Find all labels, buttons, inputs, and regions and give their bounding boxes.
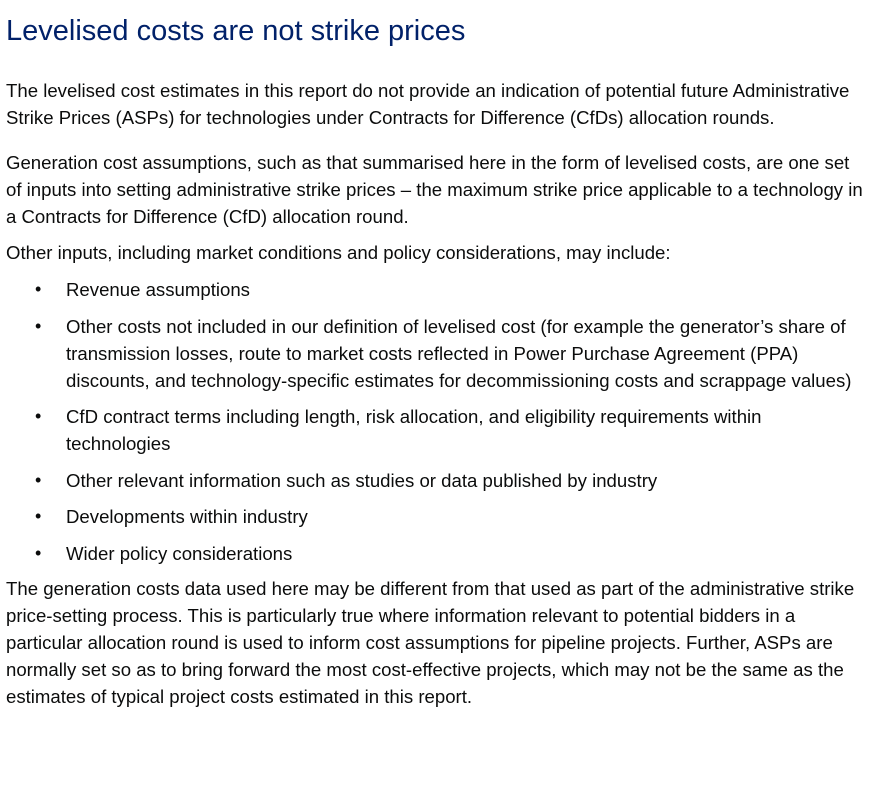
list-item [6, 313, 866, 394]
intro-paragraph: The levelised cost estimates in this report do not provide an indication of potential future Administrative Strike Prices (ASPs) for technologies under Contracts for Difference (CfDs) allocation rounds. [6, 80, 850, 128]
list-item [6, 540, 866, 567]
bullet-icon: • [35, 406, 42, 426]
bullet-icon: • [35, 279, 42, 299]
list-item-text: CfD contract terms including length, risk allocation, and eligibility requirements within technologies [66, 406, 762, 454]
generation-paragraph: Generation cost assumptions, such as that summarised here in the form of levelised costs, are one set of inputs into setting administrative strike prices – the maximum strike price applicable to a technology in a Contracts for Difference (CfD) allocation round. [6, 152, 863, 227]
list-item [6, 467, 866, 494]
bullet-icon: • [35, 315, 42, 336]
bullet-icon: • [35, 469, 42, 490]
list-item [6, 403, 866, 457]
list-item [6, 276, 866, 303]
list-item-text: Developments within industry [66, 506, 308, 527]
list-item [6, 503, 866, 530]
bullet-icon: • [35, 542, 42, 563]
list-item-text: Other relevant information such as studies or data published by industry [66, 469, 658, 491]
list-item-text: Other costs not included in our definition of levelised cost (for example the generator’s share of transmission losses, route to market costs reflected in Power Purchase Agreement (PPA) discounts, and technology-specific estimates for decommissioning costs and scrappage values) [66, 315, 852, 391]
bullet-icon: • [35, 506, 42, 526]
list-item-text: Wider policy considerations [66, 542, 293, 564]
inputs-list [6, 276, 880, 567]
page-title: Levelised costs are not strike prices [6, 15, 466, 47]
closing-paragraph: The generation costs data used here may be different from that used as part of the administrative strike price-setting process. This is particularly true where information relevant to potential bidders in a particular allocation round is used to inform cost assumptions for pipeline projects. Further, ASPs are normally set so as to bring forward the most cost-effective projects, which may not be the same as the estimates of typical project costs estimated in this report. [6, 578, 855, 707]
other-inputs-paragraph: Other inputs, including market conditions and policy considerations, may include: [6, 242, 671, 263]
list-item-text: Revenue assumptions [66, 279, 250, 300]
